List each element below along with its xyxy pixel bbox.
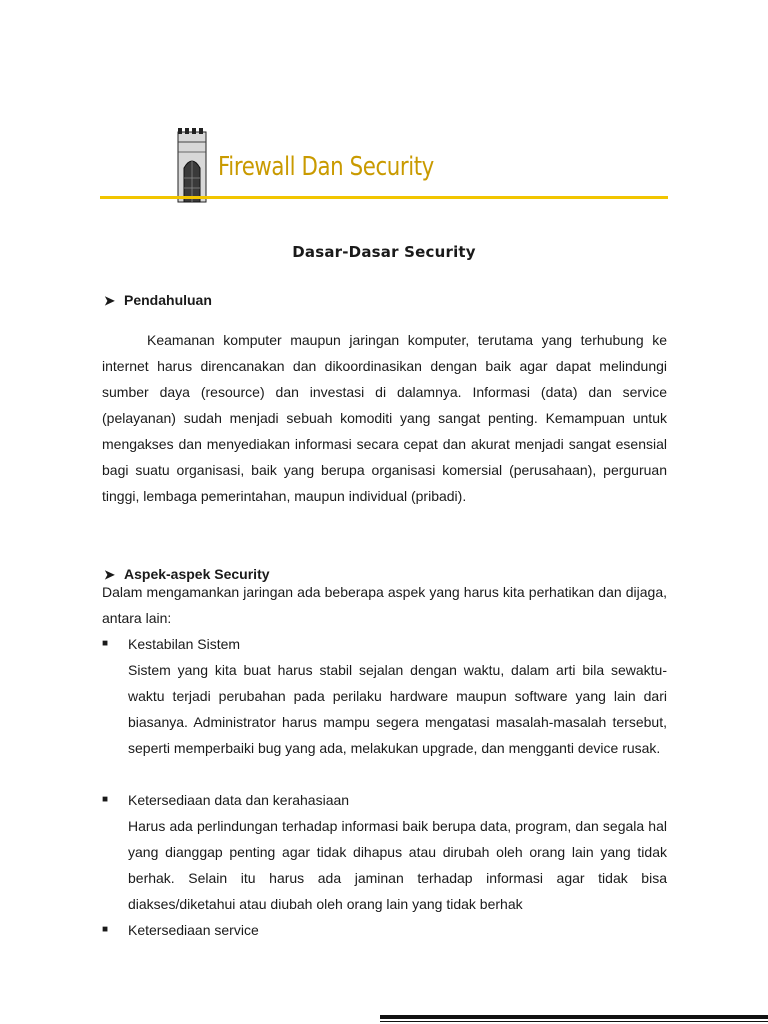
paragraph-aspek-intro: Dalam mengamankan jaringan ada beberapa aspek yang harus kita perhatikan dan dijaga, antara lain:	[102, 584, 667, 626]
header-banner	[100, 124, 668, 202]
arrow-bullet-icon: ➤	[104, 567, 115, 582]
arrow-bullet-icon: ➤	[104, 293, 115, 308]
section-heading-pendahuluan: ➤ Pendahuluan	[104, 292, 212, 308]
footer-rule-thin	[380, 1021, 768, 1022]
document-title: Dasar-Dasar Security	[292, 243, 476, 261]
castle-tower-icon	[176, 126, 208, 204]
square-bullet-icon: ■	[102, 794, 109, 805]
square-bullet-icon: ■	[102, 638, 109, 649]
square-bullet-icon: ■	[102, 924, 109, 935]
list-item-label: Kestabilan Sistem	[128, 636, 241, 652]
list-item-text: Sistem yang kita buat harus stabil sejalan dengan waktu, dalam arti bila sewaktu-waktu terjadi perubahan pada perilaku hardware maupun software yang lain dari biasanya. Administrator harus mampu segera mengatasi masalah-masalah tersebut, seperti memperbaiki bug yang ada, melakukan upgrade, dan mengganti device rusak.	[128, 662, 667, 756]
list-item-label: Ketersediaan data dan kerahasiaan	[128, 792, 350, 808]
footer-rule	[380, 1015, 768, 1019]
banner-divider	[100, 196, 668, 199]
list-item-label: Ketersediaan service	[128, 922, 259, 938]
section-heading-aspek: ➤ Aspek-aspek Security	[104, 566, 270, 582]
list-item-text: Harus ada perlindungan terhadap informasi baik berupa data, program, dan segala hal yang dianggap penting agar tidak dihapus atau dirubah oleh orang lain yang tidak berhak. Selain itu harus ada jaminan terhadap informasi agar tidak bisa diakses/diketahui atau diubah oleh orang lain yang tidak berhak	[128, 818, 667, 912]
banner-title: Firewall Dan Security	[218, 152, 434, 182]
paragraph-pendahuluan: Keamanan komputer maupun jaringan komputer, terutama yang terhubung ke internet harus direncanakan dan dikoordinasikan dengan baik agar dapat melindungi sumber daya (resource) dan investasi di dalamnya. Informasi (data) dan service (pelayanan) sudah menjadi sebuah komoditi yang sangat penting. Kemampuan untuk mengakses dan menyediakan informasi secara cepat dan akurat menjadi sangat esensial bagi suatu organisasi, baik yang berupa organisasi komersial (perusahaan), perguruan tinggi, lembaga pemerintahan, maupun individual (pribadi).	[102, 332, 667, 504]
